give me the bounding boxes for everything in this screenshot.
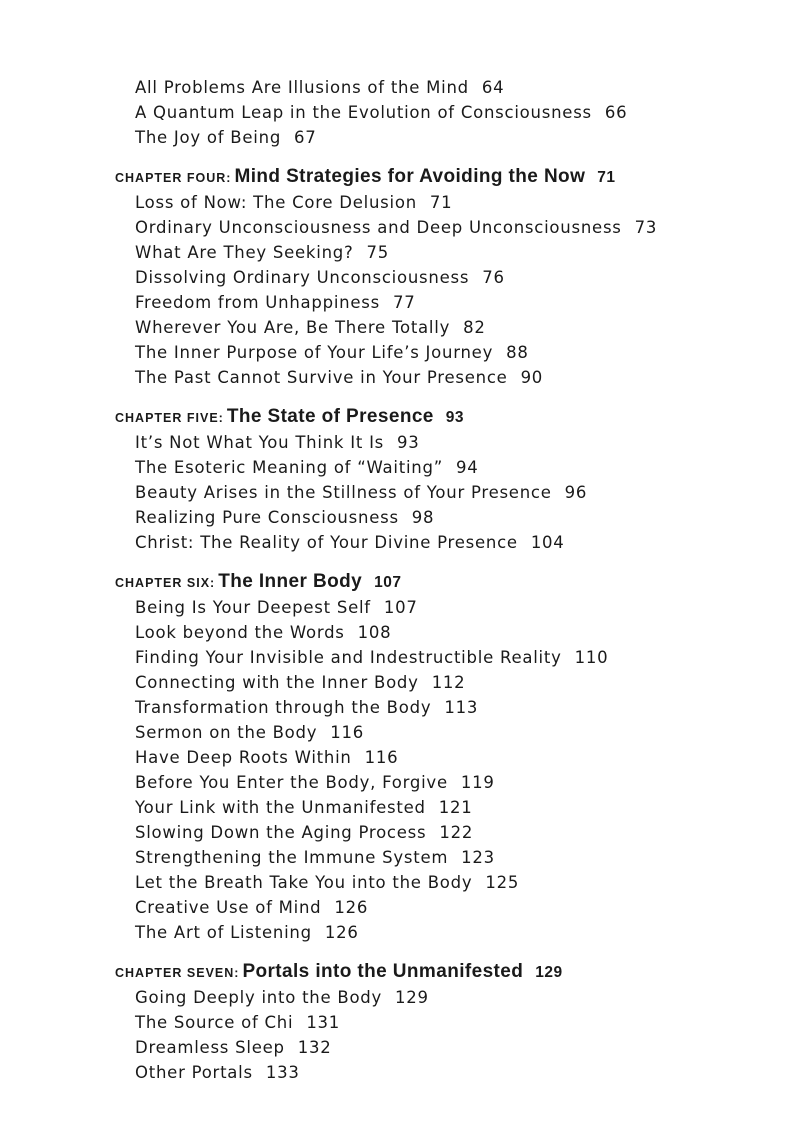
toc-entry	[135, 985, 429, 1010]
toc-entry	[135, 125, 317, 150]
entry-title: Loss of Now: The Core Delusion	[135, 193, 417, 212]
entry-title: What Are They Seeking?	[135, 243, 354, 262]
toc-entry	[135, 595, 418, 620]
entry-page-number: 94	[456, 458, 479, 477]
entry-title: Sermon on the Body	[135, 723, 318, 742]
entry-title: Connecting with the Inner Body	[135, 673, 419, 692]
entry-page-number: 116	[364, 748, 399, 767]
toc-entry	[135, 265, 505, 290]
toc-entry	[135, 720, 364, 745]
chapter-page-number: 107	[374, 574, 402, 591]
toc-entry	[135, 455, 479, 480]
toc-entry	[135, 920, 359, 945]
entry-page-number: 131	[306, 1013, 341, 1032]
entry-page-number: 126	[334, 898, 369, 917]
entry-title: Dreamless Sleep	[135, 1038, 285, 1057]
entry-page-number: 64	[481, 78, 505, 97]
entry-title: Slowing Down the Aging Process	[135, 823, 427, 842]
toc-entry	[135, 645, 608, 670]
toc-entry	[135, 745, 398, 770]
entry-page-number: 77	[392, 293, 416, 312]
entry-page-number: 93	[397, 433, 420, 452]
toc-entry	[135, 695, 478, 720]
entry-title: Going Deeply into the Body	[135, 988, 383, 1007]
entry-page-number: 112	[431, 673, 466, 692]
chapter-title: The Inner Body	[218, 571, 363, 592]
entry-title: The Source of Chi	[135, 1013, 294, 1032]
toc-entry	[135, 795, 473, 820]
entry-title: Christ: The Reality of Your Divine Presence	[135, 533, 518, 552]
entry-page-number: 129	[395, 988, 429, 1007]
entry-title: Transformation through the Body	[135, 698, 432, 717]
entry-page-number: 73	[634, 218, 658, 237]
entry-title: Wherever You Are, Be There Totally	[135, 318, 451, 337]
chapter-label: CHAPTER SIX:	[115, 576, 216, 590]
entry-page-number: 98	[411, 508, 435, 527]
entry-page-number: 125	[485, 873, 520, 892]
entry-title: All Problems Are Illusions of the Mind	[135, 78, 469, 97]
toc-entry	[135, 75, 504, 100]
entry-page-number: 119	[460, 773, 495, 792]
toc-entry	[135, 845, 495, 870]
toc-entry	[135, 290, 415, 315]
entry-page-number: 75	[366, 243, 390, 262]
toc-entry	[135, 1010, 340, 1035]
entry-page-number: 96	[564, 483, 588, 502]
toc-entry	[135, 895, 368, 920]
toc-entry	[135, 820, 473, 845]
entry-title: A Quantum Leap in the Evolution of Consciousness	[135, 103, 592, 122]
entry-title: The Art of Listening	[135, 923, 312, 942]
chapter-page-number: 93	[445, 409, 465, 426]
toc-entry	[135, 315, 486, 340]
entry-page-number: 126	[324, 923, 359, 942]
chapter-label: CHAPTER SEVEN:	[115, 966, 240, 980]
chapter-title: Mind Strategies for Avoiding the Now	[234, 166, 586, 187]
chapter-label: CHAPTER FIVE:	[115, 411, 224, 425]
entry-title: Other Portals	[135, 1063, 253, 1082]
chapter-heading	[115, 958, 563, 986]
entry-title: Creative Use of Mind	[135, 898, 322, 917]
entry-title: Look beyond the Words	[135, 623, 345, 642]
entry-page-number: 104	[530, 533, 565, 552]
entry-title: Freedom from Unhappiness	[135, 293, 380, 312]
entry-title: Being Is Your Deepest Self	[135, 598, 371, 617]
entry-title: Before You Enter the Body, Forgive	[135, 773, 448, 792]
entry-page-number: 107	[383, 598, 418, 617]
entry-title: It’s Not What You Think It Is	[135, 433, 385, 452]
chapter-title: Portals into the Unmanifested	[242, 961, 524, 982]
entry-title: Let the Breath Take You into the Body	[135, 873, 473, 892]
entry-page-number: 110	[574, 648, 609, 667]
entry-title: Finding Your Invisible and Indestructible Reality	[135, 648, 562, 667]
toc-entry	[135, 670, 465, 695]
chapter-heading	[115, 403, 464, 431]
toc-entry	[135, 340, 529, 365]
toc-entry	[135, 530, 565, 555]
entry-page-number: 113	[444, 698, 479, 717]
entry-page-number: 82	[463, 318, 486, 337]
entry-title: The Joy of Being	[135, 128, 282, 147]
entry-title: Have Deep Roots Within	[135, 748, 352, 767]
toc-entry	[135, 190, 452, 215]
entry-page-number: 71	[429, 193, 453, 212]
entry-page-number: 67	[294, 128, 317, 147]
entry-page-number: 116	[330, 723, 365, 742]
entry-page-number: 123	[461, 848, 495, 867]
toc-entry	[135, 620, 391, 645]
toc-entry	[135, 100, 627, 125]
toc-entry	[135, 215, 657, 240]
entry-page-number: 90	[520, 368, 544, 387]
entry-page-number: 121	[438, 798, 473, 817]
toc-entry	[135, 480, 587, 505]
toc-entry	[135, 1035, 331, 1060]
entry-title: Strengthening the Immune System	[135, 848, 449, 867]
entry-title: The Past Cannot Survive in Your Presence	[135, 368, 508, 387]
chapter-title: The State of Presence	[226, 406, 434, 427]
entry-page-number: 132	[297, 1038, 332, 1057]
toc-entry	[135, 505, 434, 530]
toc-entry	[135, 430, 420, 455]
chapter-page-number: 129	[535, 964, 563, 981]
toc-entry	[135, 770, 495, 795]
entry-title: Realizing Pure Consciousness	[135, 508, 399, 527]
entry-title: The Inner Purpose of Your Life’s Journey	[135, 343, 494, 362]
entry-title: Ordinary Unconsciousness and Deep Unconsciousness	[135, 218, 622, 237]
entry-page-number: 88	[506, 343, 529, 362]
toc-entry	[135, 870, 519, 895]
entry-page-number: 76	[482, 268, 505, 287]
entry-title: Beauty Arises in the Stillness of Your Presence	[135, 483, 552, 502]
entry-page-number: 66	[604, 103, 628, 122]
chapter-heading	[115, 163, 616, 191]
chapter-page-number: 71	[597, 169, 616, 186]
chapter-label: CHAPTER FOUR:	[115, 171, 232, 185]
toc-entry	[135, 240, 389, 265]
entry-title: Dissolving Ordinary Unconsciousness	[135, 268, 470, 287]
entry-title: Your Link with the Unmanifested	[135, 798, 426, 817]
entry-title: The Esoteric Meaning of “Waiting”	[135, 458, 444, 477]
entry-page-number: 108	[357, 623, 392, 642]
toc-entry	[135, 1060, 300, 1085]
entry-page-number: 122	[439, 823, 474, 842]
chapter-heading	[115, 568, 401, 596]
toc-entry	[135, 365, 543, 390]
entry-page-number: 133	[265, 1063, 300, 1082]
